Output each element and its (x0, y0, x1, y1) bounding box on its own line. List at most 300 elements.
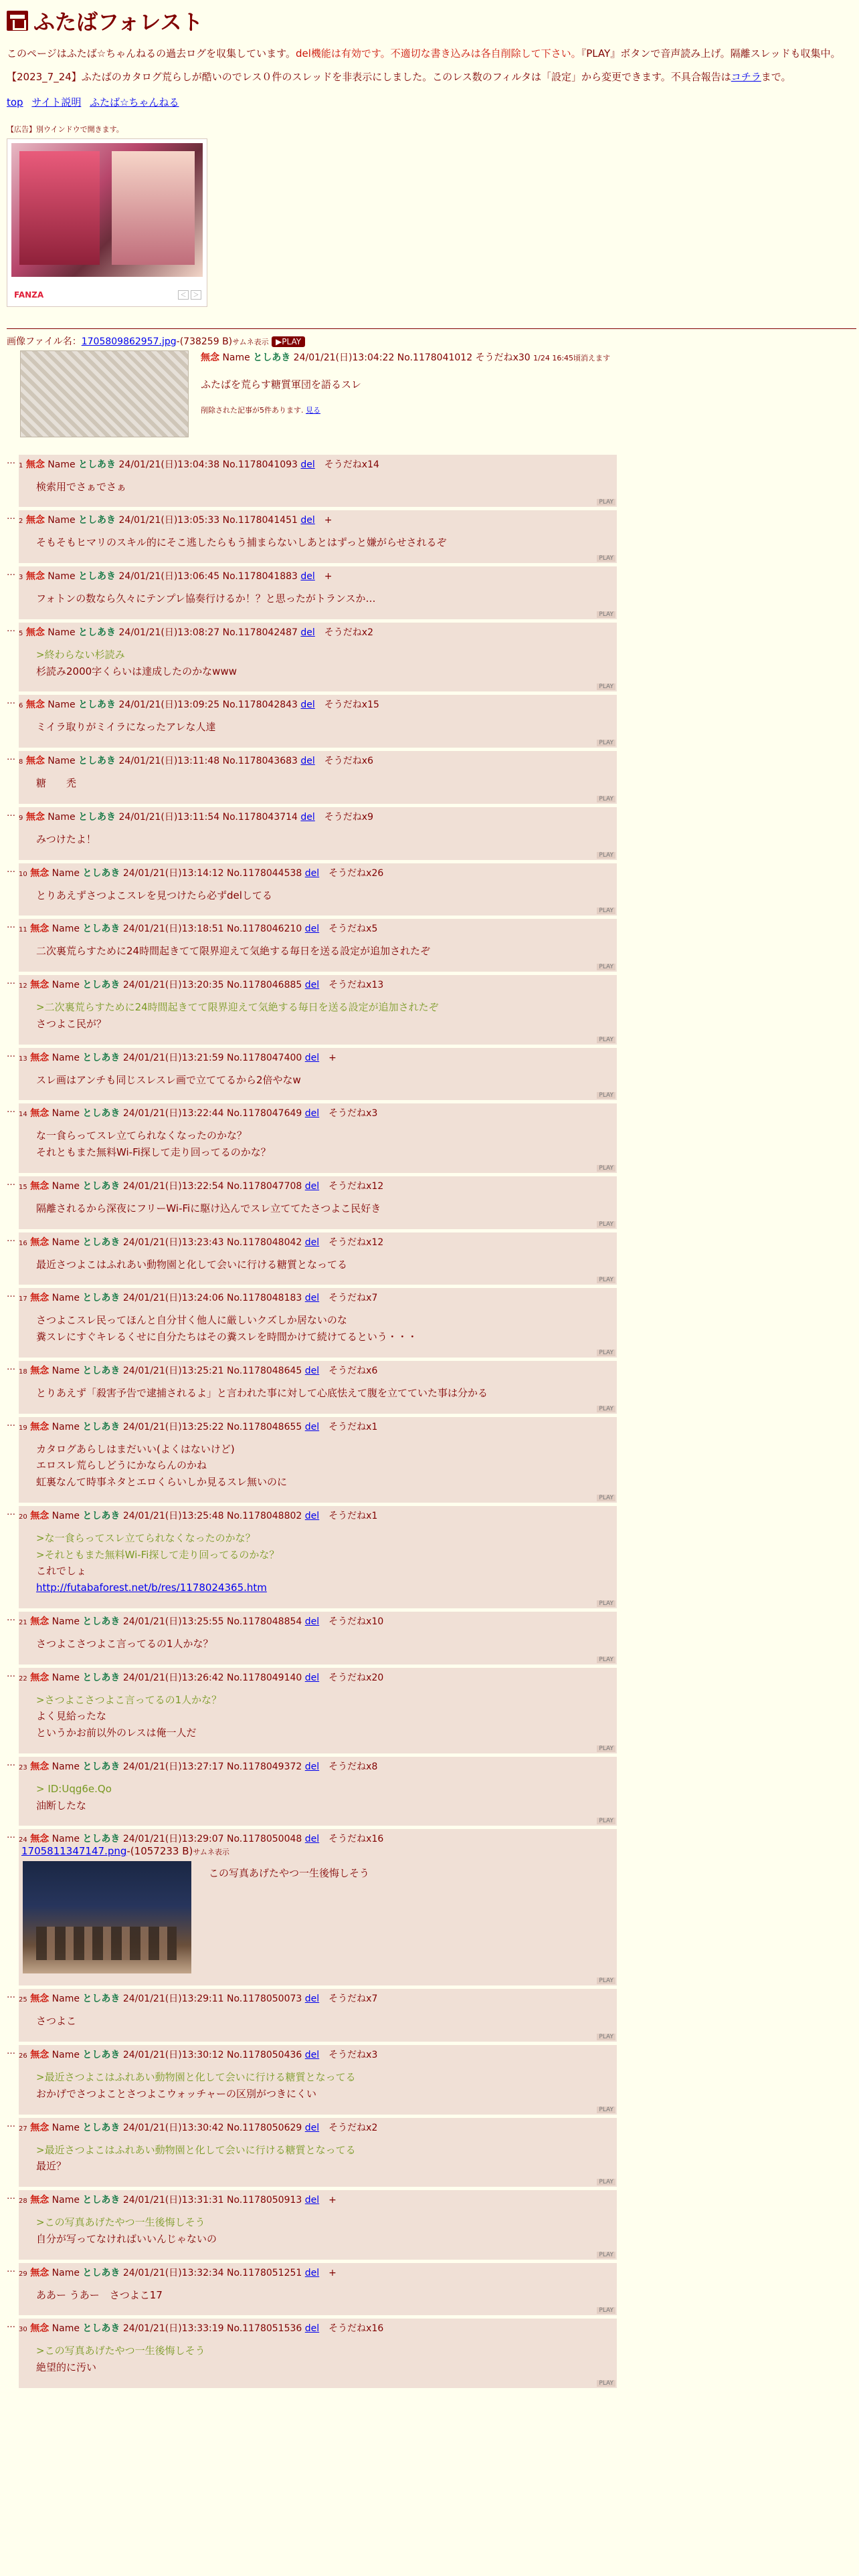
del-link[interactable]: del (300, 700, 315, 711)
reply-file-line (21, 1845, 611, 1857)
reply-name: としあき (82, 1365, 120, 1376)
reply-image-content (36, 1927, 177, 1960)
play-button[interactable]: PLAY (597, 1495, 615, 1501)
reply-dots: … (7, 1105, 15, 1115)
op-file-line (7, 334, 852, 348)
intro-paragraph (7, 45, 852, 62)
del-link[interactable]: del (304, 980, 320, 990)
reply-dots: … (7, 1757, 15, 1768)
play-button[interactable]: PLAY (597, 2252, 615, 2258)
ad-next-button[interactable]: ＞ (191, 290, 201, 300)
text-line: これでしょ (36, 1565, 87, 1578)
del-link[interactable]: del (304, 2195, 320, 2206)
text-line: 糞スレにすぐキレるくせに自分たちはその糞スレを時間かけて続けてるという・・・ (36, 1331, 417, 1343)
reply-text (209, 1865, 369, 1882)
soudane-button[interactable]: そうだねx6 (328, 1365, 378, 1376)
reply-number: 3 (19, 574, 23, 581)
reply-list (7, 455, 852, 2388)
del-link[interactable]: del (304, 924, 320, 935)
ad-image[interactable] (11, 143, 203, 277)
reply-meta (19, 1759, 611, 1773)
reply-number: 25 (19, 1996, 27, 2004)
reply-meta (19, 1671, 611, 1684)
reply-box (19, 1829, 617, 1985)
table-row (7, 863, 617, 916)
table-row (7, 1989, 617, 2042)
reply-meta (19, 1509, 611, 1522)
soudane-button[interactable]: そうだねx12 (328, 1180, 384, 1192)
play-button[interactable]: PLAY (597, 2107, 615, 2113)
reply-name-label: Name (52, 2267, 80, 2278)
del-link[interactable]: del (300, 571, 315, 582)
play-button[interactable]: PLAY (597, 1818, 615, 1824)
reply-number: 10 (19, 870, 27, 878)
del-link[interactable]: del (304, 2122, 320, 2133)
reply-datetime: 24/01/21(日)13:25:55 No.1178048854 (122, 1616, 302, 1627)
reply-name: としあき (78, 459, 116, 470)
soudane-button[interactable]: + (324, 515, 332, 526)
del-link[interactable]: del (304, 1365, 320, 1376)
op-play-button[interactable]: ▶PLAY (272, 336, 305, 347)
del-link[interactable]: del (300, 811, 315, 823)
text-line: 自分が写ってなければいいんじゃないの (36, 2232, 217, 2245)
reply-box (19, 1048, 617, 1101)
reply-subject: 無念 (30, 924, 50, 935)
reply-url-link[interactable]: http://futabaforest.net/b/res/1178024365.htm (36, 1582, 267, 1594)
reply-meta (19, 2321, 611, 2335)
reply-number: 15 (19, 1183, 27, 1191)
reply-name-label: Name (52, 1180, 80, 1192)
reply-name: としあき (82, 1421, 120, 1432)
table-row (7, 1176, 617, 1229)
reply-subject: 無念 (30, 2195, 50, 2206)
reply-name: としあき (82, 980, 120, 990)
reply-subject: 無念 (25, 571, 45, 582)
table-row (7, 1668, 617, 1753)
play-button[interactable]: PLAY (597, 1037, 615, 1043)
soudane-button[interactable]: + (328, 2195, 337, 2206)
nav-top-link[interactable]: top (7, 96, 23, 108)
del-link[interactable]: del (300, 756, 315, 766)
reply-box (19, 1989, 617, 2042)
reply-datetime: 24/01/21(日)13:20:35 No.1178046885 (122, 980, 302, 990)
play-button[interactable]: PLAY (597, 1600, 615, 1607)
reply-text (36, 1781, 611, 1814)
site-logo-icon (7, 11, 28, 31)
quote-line: >さつよこさつよこ言ってるの1人かな？ (36, 1693, 222, 1706)
report-link[interactable]: コチラ (731, 70, 761, 83)
del-link[interactable]: del (304, 1834, 320, 1845)
reply-number: 14 (19, 1111, 27, 1119)
reply-text (36, 479, 611, 496)
reply-name-label: Name (47, 700, 76, 711)
reply-dots: … (7, 1362, 15, 1372)
soudane-button[interactable]: そうだねx3 (328, 2050, 378, 2060)
play-button[interactable]: PLAY (597, 796, 615, 802)
reply-name-label: Name (52, 1293, 80, 1304)
reply-box (19, 1417, 617, 1503)
reply-number: 12 (19, 982, 27, 990)
reply-subject: 無念 (30, 980, 50, 990)
reply-meta (19, 978, 611, 991)
reply-meta (19, 2048, 611, 2061)
play-button[interactable]: PLAY (597, 852, 615, 859)
text-line: ああー うあー さつよこ17 (36, 2288, 163, 2301)
reply-meta (19, 697, 611, 711)
reply-box (19, 510, 617, 563)
play-button[interactable]: PLAY (597, 683, 615, 690)
soudane-button[interactable]: そうだねx1 (328, 1510, 378, 1521)
soudane-button[interactable]: そうだねx6 (324, 756, 373, 766)
reply-name-label: Name (52, 1052, 80, 1063)
play-button[interactable]: PLAY (597, 555, 615, 562)
reply-name-label: Name (52, 2195, 80, 2206)
play-button[interactable]: PLAY (597, 1277, 615, 1283)
reply-name: としあき (82, 1108, 120, 1119)
soudane-button[interactable]: そうだねx5 (328, 924, 378, 935)
reply-datetime: 24/01/21(日)13:32:34 No.1178051251 (122, 2267, 302, 2278)
nav-about-link[interactable]: サイト説明 (31, 96, 82, 108)
reply-text (36, 887, 611, 904)
reply-dots: … (7, 920, 15, 931)
reply-meta (19, 1614, 611, 1628)
table-row (7, 1103, 617, 1173)
reply-name: としあき (82, 2050, 120, 2060)
reply-name: としあき (82, 2267, 120, 2278)
ad-cover-right (112, 151, 195, 265)
soudane-button[interactable]: そうだねx3 (328, 1108, 378, 1119)
reply-box (19, 807, 617, 860)
op-soudane[interactable]: そうだねx30 (475, 352, 531, 363)
table-row (7, 695, 617, 748)
reply-box (19, 919, 617, 972)
reply-datetime: 24/01/21(日)13:05:33 No.1178041451 (118, 515, 298, 526)
play-button[interactable]: PLAY (597, 1092, 615, 1099)
reply-subject: 無念 (30, 1672, 50, 1683)
reply-text (36, 1312, 611, 1346)
reply-number: 2 (19, 518, 23, 526)
reply-dots: … (7, 623, 15, 634)
reply-datetime: 24/01/21(日)13:30:12 No.1178050436 (122, 2050, 302, 2060)
link-line (36, 1580, 611, 1596)
soudane-button[interactable]: そうだねx14 (324, 459, 379, 470)
reply-meta (19, 1420, 611, 1433)
reply-datetime: 24/01/21(日)13:31:31 No.1178050913 (122, 2195, 302, 2206)
soudane-button[interactable]: そうだねx10 (328, 1616, 384, 1627)
play-button[interactable]: PLAY (597, 907, 615, 914)
soudane-button[interactable]: そうだねx12 (328, 1237, 384, 1248)
reply-name-label: Name (52, 980, 80, 990)
reply-meta (19, 2266, 611, 2279)
reply-box (19, 1232, 617, 1285)
op-thumbnail[interactable] (20, 350, 189, 437)
nav-futaba-link[interactable]: ふたば☆ちゃんねる (90, 96, 179, 108)
reply-name: としあき (78, 627, 116, 638)
text-line: 糖 禿 (36, 777, 77, 789)
site-header (7, 5, 852, 36)
soudane-button[interactable]: そうだねx8 (328, 1761, 378, 1772)
soudane-button[interactable]: + (328, 2267, 337, 2278)
reply-subject: 無念 (30, 2267, 50, 2278)
notice-tail: まで。 (761, 70, 791, 83)
reply-datetime: 24/01/21(日)13:11:48 No.1178043683 (118, 756, 298, 766)
op-expire: 1/24 16:45頃消えます (533, 353, 611, 362)
reply-dots: … (7, 1507, 15, 1517)
reply-subject: 無念 (30, 1761, 50, 1772)
soudane-button[interactable]: そうだねx7 (328, 1994, 378, 2005)
del-link[interactable]: del (304, 867, 320, 879)
del-link[interactable]: del (304, 1616, 320, 1627)
text-line: とりあえずさつよこスレを見つけたら必ずdelしてる (36, 889, 272, 901)
reply-dots: … (7, 1177, 15, 1188)
ad-prev-button[interactable]: ＜ (178, 290, 189, 300)
reply-name-label: Name (52, 924, 80, 935)
reply-name: としあき (82, 1616, 120, 1627)
reply-text (36, 775, 611, 792)
play-button[interactable]: PLAY (597, 1656, 615, 1663)
reply-name: としあき (82, 867, 120, 879)
reply-text (36, 1200, 611, 1217)
reply-box (19, 1757, 617, 1826)
reply-name: としあき (78, 515, 116, 526)
reply-file-link[interactable]: 1705811347147.png (21, 1845, 127, 1858)
reply-datetime: 24/01/21(日)13:33:19 No.1178051536 (122, 2323, 302, 2335)
site-title: ふたばフォレスト (33, 9, 203, 35)
reply-number: 28 (19, 2197, 27, 2205)
op-name: としあき (253, 352, 291, 363)
soudane-button[interactable]: そうだねx26 (328, 867, 384, 879)
reply-text (36, 943, 611, 960)
reply-image[interactable] (23, 1861, 191, 1973)
play-button[interactable]: PLAY (597, 2179, 615, 2185)
ad-cover-left (19, 151, 100, 265)
reply-box (19, 1668, 617, 1753)
reply-text (36, 1257, 611, 1273)
play-button[interactable]: PLAY (597, 2034, 615, 2040)
reply-number: 1 (19, 461, 23, 469)
reply-meta (19, 1235, 611, 1249)
op-message: ふたばを荒らす糖質軍団を語るスレ (201, 378, 362, 391)
reply-dots: … (7, 2264, 15, 2274)
del-link[interactable]: del (304, 1994, 320, 2005)
reply-dots: … (7, 455, 15, 466)
play-button[interactable]: PLAY (597, 740, 615, 746)
soudane-button[interactable]: そうだねx15 (324, 700, 379, 711)
reply-box (19, 1176, 617, 1229)
play-button[interactable]: PLAY (597, 2307, 615, 2314)
reply-meta (19, 1051, 611, 1064)
reply-datetime: 24/01/21(日)13:29:11 No.1178050073 (122, 1994, 302, 2005)
reply-number: 24 (19, 1836, 27, 1844)
reply-subject: 無念 (30, 1994, 50, 2005)
reply-meta (19, 810, 611, 823)
table-row (7, 2118, 617, 2187)
reply-text (36, 719, 611, 736)
reply-box (19, 2190, 617, 2260)
del-link[interactable]: del (304, 1052, 320, 1063)
play-button[interactable]: PLAY (597, 2380, 615, 2387)
reply-subject: 無念 (25, 811, 45, 823)
reply-name: としあき (82, 1180, 120, 1192)
play-button[interactable]: PLAY (597, 1350, 615, 1356)
quote-line: >な一食らってスレ立てられなくなったのかな？ (36, 1531, 256, 1544)
soudane-button[interactable]: そうだねx7 (328, 1293, 378, 1304)
del-link[interactable]: del (304, 1237, 320, 1248)
reply-dots: … (7, 1289, 15, 1300)
play-button[interactable]: PLAY (597, 611, 615, 618)
reply-number: 29 (19, 2270, 27, 2278)
soudane-button[interactable]: そうだねx13 (328, 980, 384, 990)
op-body (201, 350, 610, 437)
soudane-button[interactable]: そうだねx9 (324, 811, 373, 823)
table-row (7, 1829, 617, 1985)
table-row (7, 2263, 617, 2316)
ad-brand-logo: FANZA (14, 290, 44, 300)
soudane-button[interactable]: そうだねx2 (328, 2122, 378, 2133)
text-line: スレ画はアンチも同じスレスレ画で立ててるから2倍やなw (36, 1073, 301, 1086)
soudane-button[interactable]: そうだねx16 (328, 1834, 384, 1845)
soudane-button[interactable]: + (328, 1052, 337, 1063)
reply-text (36, 2013, 611, 2030)
reply-box (19, 2118, 617, 2187)
deleted-view-link[interactable]: 見る (306, 405, 320, 415)
reply-name-label: Name (52, 1761, 80, 1772)
table-row (7, 2319, 617, 2388)
op-deleted-note (201, 405, 610, 415)
del-link[interactable]: del (300, 515, 315, 526)
reply-subject: 無念 (30, 1237, 50, 1248)
reply-dots: … (7, 2191, 15, 2202)
ad-banner[interactable] (7, 138, 207, 307)
soudane-button[interactable]: + (324, 571, 332, 582)
reply-subject: 無念 (30, 1510, 50, 1521)
play-button[interactable]: PLAY (597, 1221, 615, 1228)
reply-name: としあき (82, 1994, 120, 2005)
intro-play-note: 『PLAY』ボタンで音声読み上げ。隔離スレッドも収集中。 (581, 47, 841, 60)
reply-text (36, 1072, 611, 1089)
reply-dots: … (7, 512, 15, 522)
reply-number: 19 (19, 1424, 27, 1432)
reply-meta (19, 922, 611, 935)
play-button[interactable]: PLAY (597, 499, 615, 506)
del-link[interactable]: del (304, 2323, 320, 2335)
soudane-button[interactable]: そうだねx20 (328, 1672, 384, 1683)
reply-name: としあき (82, 2323, 120, 2335)
table-row (7, 510, 617, 563)
reply-number: 30 (19, 2326, 27, 2334)
reply-subject: 無念 (30, 2122, 50, 2133)
reply-meta (19, 1832, 611, 1845)
text-line: おかげでさつよことさつよこウォッチャーの区別がつきにくい (36, 2087, 316, 2100)
reply-meta (19, 1364, 611, 1377)
quote-line: >この写真あげたやつ一生後悔しそう (36, 2345, 205, 2357)
reply-number: 8 (19, 758, 23, 766)
play-button[interactable]: PLAY (597, 1165, 615, 1172)
quote-line: >二次裏荒らすために24時間起きてて限界迎えて気絶する毎日を送る設定が追加されたぞ (36, 1001, 439, 1013)
play-button[interactable]: PLAY (597, 964, 615, 970)
reply-number: 16 (19, 1239, 27, 1247)
del-link[interactable]: del (304, 1293, 320, 1304)
del-link[interactable]: del (304, 2050, 320, 2060)
reply-name-label: Name (52, 1237, 80, 1248)
reply-box (19, 1506, 617, 1608)
del-link[interactable]: del (300, 627, 315, 638)
nav-links (7, 95, 852, 109)
del-link[interactable]: del (304, 1510, 320, 1521)
reply-name: としあき (82, 1672, 120, 1683)
reply-dots: … (7, 696, 15, 707)
del-link[interactable]: del (300, 459, 315, 470)
table-row (7, 566, 617, 619)
op-thumb-note: サムネ表示 (232, 337, 269, 346)
soudane-button[interactable]: そうだねx16 (328, 2323, 384, 2335)
text-line: 最近さつよこはふれあい動物園と化して会いに行ける糖質となってる (36, 1258, 348, 1271)
reply-name: としあき (82, 2195, 120, 2206)
reply-name-label: Name (52, 1510, 80, 1521)
reply-datetime: 24/01/21(日)13:06:45 No.1178041883 (118, 571, 298, 582)
reply-text (36, 2069, 611, 2103)
reply-subject: 無念 (30, 867, 50, 879)
reply-name: としあき (82, 924, 120, 935)
reply-name-label: Name (47, 571, 76, 582)
reply-meta (19, 1291, 611, 1304)
divider (7, 328, 856, 329)
table-row (7, 1757, 617, 1826)
reply-subject: 無念 (25, 627, 45, 638)
del-link[interactable]: del (304, 1421, 320, 1432)
del-link[interactable]: del (304, 2267, 320, 2278)
reply-name-label: Name (52, 1108, 80, 1119)
quote-line: >この写真あげたやつ一生後悔しそう (36, 2216, 205, 2228)
play-button[interactable]: PLAY (597, 1406, 615, 1412)
reply-box (19, 566, 617, 619)
text-line: な一食らってスレ立てられなくなったのかな？ (36, 1130, 248, 1142)
op-file-link[interactable]: 1705809862957.jpg (81, 336, 177, 347)
reply-dots: … (7, 2046, 15, 2056)
text-line: 油断したな (36, 1799, 87, 1812)
reply-box (19, 751, 617, 804)
reply-name-label: Name (52, 1672, 80, 1683)
soudane-button[interactable]: そうだねx2 (324, 627, 373, 638)
reply-name-label: Name (52, 2050, 80, 2060)
del-link[interactable]: del (304, 1761, 320, 1772)
reply-name: としあき (78, 571, 116, 582)
reply-text (36, 647, 611, 680)
reply-box (19, 975, 617, 1045)
text-line: それともまた無料Wi-Fi探して走り回ってるのかな？ (36, 1146, 271, 1158)
del-link[interactable]: del (304, 1180, 320, 1192)
reply-text (36, 1128, 611, 1161)
reply-datetime: 24/01/21(日)13:11:54 No.1178043714 (118, 811, 298, 823)
reply-dots: … (7, 1830, 15, 1841)
text-line: さつよこスレ民ってほんと自分甘く他人に厳しいクズしか居ないのな (36, 1314, 347, 1327)
reply-box (19, 2263, 617, 2316)
soudane-button[interactable]: そうだねx1 (328, 1421, 378, 1432)
reply-meta (19, 513, 611, 526)
quote-line: >それともまた無料Wi-Fi探して走り回ってるのかな？ (36, 1548, 280, 1561)
reply-dots: … (7, 1669, 15, 1679)
del-link[interactable]: del (304, 1672, 320, 1683)
del-link[interactable]: del (304, 1108, 320, 1119)
reply-datetime: 24/01/21(日)13:29:07 No.1178050048 (122, 1834, 302, 1845)
op-subject: 無念 (201, 352, 219, 363)
play-button[interactable]: PLAY (597, 1745, 615, 1752)
reply-datetime: 24/01/21(日)13:25:48 No.1178048802 (122, 1510, 302, 1521)
reply-text (36, 1530, 611, 1596)
play-button[interactable]: PLAY (597, 1977, 615, 1984)
reply-subject: 無念 (25, 515, 45, 526)
reply-name-label: Name (52, 1834, 80, 1845)
